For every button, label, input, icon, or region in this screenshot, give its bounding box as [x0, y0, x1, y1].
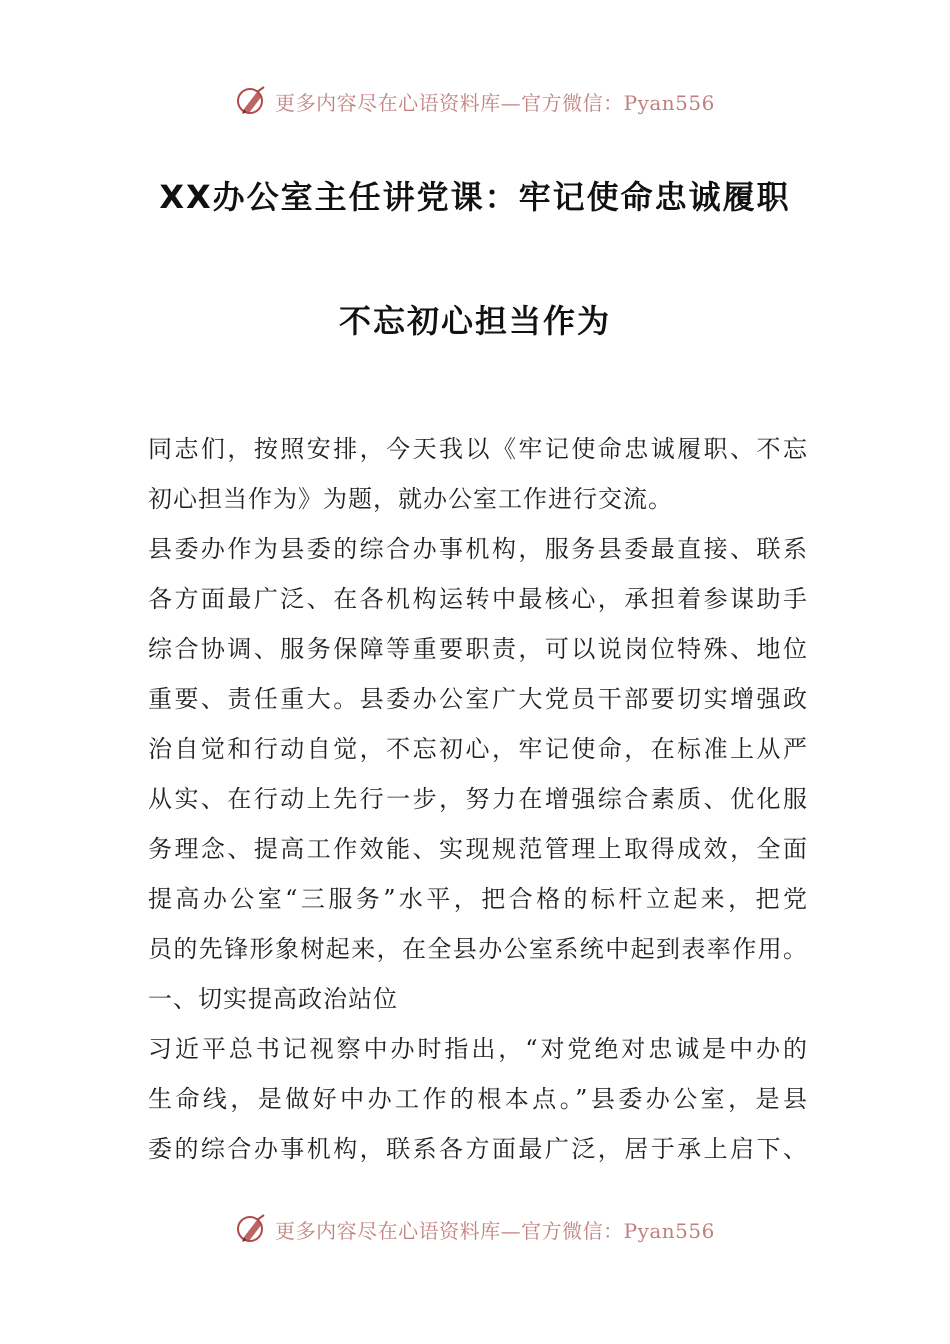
body-line: 生命线，是做好中办工作的根本点。”县委办公室，是县: [148, 1085, 808, 1113]
footer-banner-text: 更多内容尽在心语资料库—官方微信：Pyan556: [275, 1218, 715, 1243]
body-line: 初心担当作为》为题，就办公室工作进行交流。: [148, 485, 673, 513]
pen-nib-logo-icon: [235, 84, 269, 118]
document-body: [148, 424, 808, 1174]
pen-nib-logo-icon: [235, 1212, 269, 1246]
body-line: 务理念、提高工作效能、实现规范管理上取得成效，全面: [148, 835, 808, 863]
body-line: 县委办作为县委的综合办事机构，服务县委最直接、联系: [148, 535, 808, 563]
body-line: 习近平总书记视察中办时指出，“对党绝对忠诚是中办的: [148, 1035, 808, 1063]
body-line: 综合协调、服务保障等重要职责，可以说岗位特殊、地位: [148, 635, 808, 663]
footer-watermark-banner: [0, 1204, 950, 1254]
body-line: 重要、责任重大。县委办公室广大党员干部要切实增强政: [148, 685, 808, 713]
header-banner-text: 更多内容尽在心语资料库—官方微信：Pyan556: [275, 90, 715, 115]
body-line: 治自觉和行动自觉，不忘初心，牢记使命，在标准上从严: [148, 735, 808, 763]
body-line: 委的综合办事机构，联系各方面最广泛，居于承上启下、: [148, 1135, 808, 1163]
section-heading: 一、切实提高政治站位: [148, 985, 398, 1013]
document-title-line-2: 不忘初心担当作为: [338, 302, 611, 340]
body-line: 从实、在行动上先行一步，努力在增强综合素质、优化服: [148, 785, 808, 813]
header-watermark-banner: [0, 76, 950, 126]
body-line: 员的先锋形象树起来，在全县办公室系统中起到表率作用。: [148, 935, 808, 963]
body-line: 提高办公室“三服务”水平，把合格的标杆立起来，把党: [148, 885, 808, 913]
body-line: 同志们，按照安排，今天我以《牢记使命忠诚履职、不忘: [148, 435, 808, 463]
document-title-line-1: XX办公室主任讲党课：牢记使命忠诚履职: [159, 178, 791, 216]
body-line: 各方面最广泛、在各机构运转中最核心，承担着参谋助手: [148, 585, 808, 613]
